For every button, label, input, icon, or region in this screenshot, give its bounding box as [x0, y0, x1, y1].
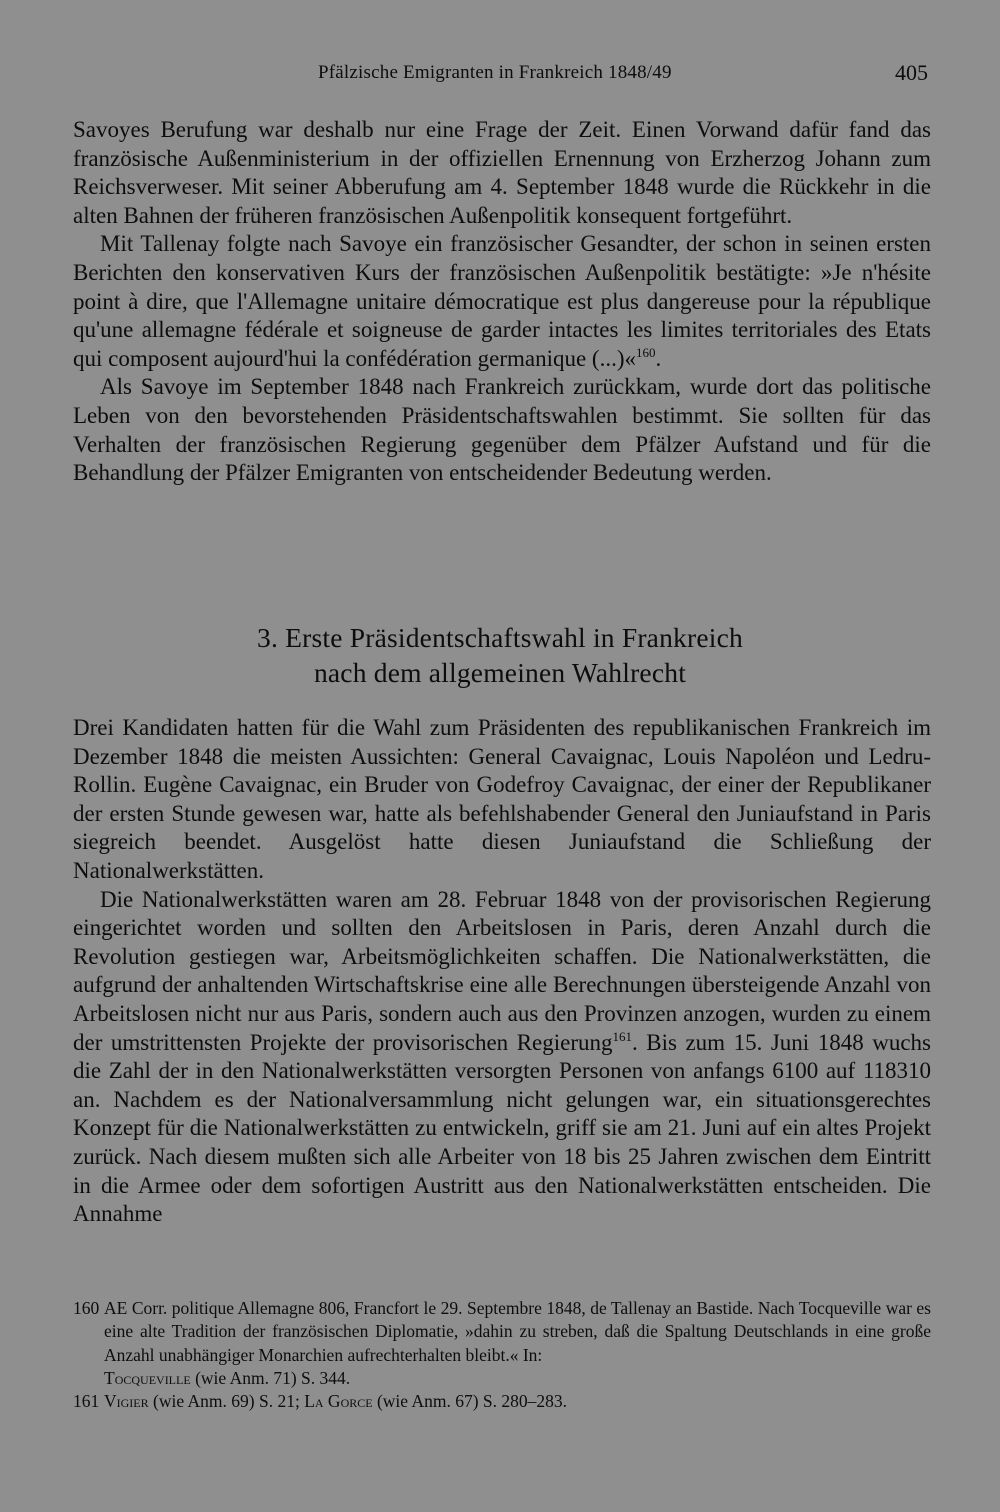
paragraph-text: Mit Tallenay folgte nach Savoye ein französischer Gesandter, der schon in seinen ersten Berichten den konservativen Kurs der französischen Außenpolitik bestätigte: »Je n'hésite point à dire, que l'Allemagne unitaire démocratique est plus dangereuse pour la république qu'une allemagne fédérale et soigneuse de garder intactes les limites territoriales des Etats qui composent aujourd'hui la confédération germanique (...)« [73, 231, 931, 371]
footnote-number: 160 [73, 1298, 100, 1318]
running-head [0, 60, 1000, 90]
paragraph [73, 373, 931, 487]
paragraph-end: . [655, 345, 662, 371]
paragraph [73, 714, 931, 886]
section-heading-line-1: 3. Erste Präsidentschaftswahl in Frankreich [257, 622, 743, 653]
body-text-bottom [73, 714, 931, 1229]
footnote-text-part: (wie Anm. 71) S. 344. [190, 1367, 351, 1388]
paragraph-text: Als Savoye im September 1848 nach Frankreich zurückkam, wurde dort das politische Leben von den bevorstehenden Präsidentschaftswahlen bestimmt. Sie sollten für das Verhalten der französischen Regierung gegenüber dem Pfälzer Aufstand und für die Behandlung der Pfälzer Emigranten von entscheidender Bedeutung werden. [73, 374, 931, 486]
paragraph [73, 886, 931, 1229]
footnotes [73, 1297, 931, 1413]
section-heading-line-2: nach dem allgemeinen Wahlrecht [313, 657, 687, 688]
footnote-marker: 161 [612, 1028, 633, 1044]
running-title: Pfälzische Emigranten in Frankreich 1848/49 [318, 62, 672, 83]
paragraph-text: Savoyes Berufung war deshalb nur eine Frage der Zeit. Einen Vorwand dafür fand das französische Außenministerium in der offiziellen Ernennung von Erzherzog Johann zum Reichsverweser. Mit seiner Abberufung am 4. September 1848 wurde die Rückkehr in die alten Bahnen der früheren französischen Außenpolitik konsequent fortgeführt. [73, 117, 931, 228]
footnote-text [104, 1297, 931, 1390]
footnote-160 [73, 1297, 931, 1390]
footnote-number: 161 [73, 1391, 100, 1412]
page-number: 405 [895, 60, 928, 85]
footnote-text-part: (wie Anm. 67) S. 280–283. [372, 1391, 568, 1412]
section-heading [0, 620, 1000, 690]
body-text-top [73, 116, 931, 488]
footnote-text-part: (wie Anm. 69) S. 21; [148, 1391, 305, 1412]
footnote-text-part: AE Corr. politique Allemagne 806, Francfort le 29. Septembre 1848, de Tallenay an Bastide. Nach Tocqueville war es eine alte Tradition der französischen Diplomatie, »dahin zu streben, daß die Spaltung Deutschlands in eine große Anzahl unabhängiger Monarchien aufrechterhalten bleibt.« In: [104, 1298, 931, 1365]
footnote-author: Tocqueville [104, 1367, 191, 1388]
paragraph [73, 230, 931, 373]
footnote-marker: 160 [636, 344, 656, 360]
paragraph [73, 116, 931, 230]
footnote-author: Vigier [104, 1391, 149, 1412]
paragraph-text: . Bis zum 15. Juni 1848 wuchs die Zahl der in den Nationalwerkstätten versorgten Personen von anfangs 6100 auf 118310 an. Nachdem es der Nationalversammlung nicht gelungen war, ein situationsgerechtes Konzept für die Nationalwerkstätten zu entwickeln, griff sie am 21. Juni auf ein altes Projekt zurück. Nach diesem mußten sich alle Arbeiter von 18 bis 25 Jahren zwischen dem Eintritt in die Armee oder dem sofortigen Austritt aus den Nationalwerkstätten entscheiden. Die Annahme [73, 1029, 931, 1227]
paragraph-text: Die Nationalwerkstätten waren am 28. Februar 1848 von der provisorischen Regierung eingerichtet worden und sollten den Arbeitslosen in Paris, deren Anzahl durch die Revolution gestiegen war, Arbeitsmöglichkeiten schaffen. Die Nationalwerkstätten, die aufgrund der anhaltenden Wirtschaftskrise eine alle Berechnungen übersteigende Anzahl von Arbeitslosen nicht nur aus Paris, sondern auch aus den Provinzen anzogen, wurden zu einem der umstrittensten Projekte der provisorischen Regierung [73, 886, 931, 1055]
footnote-161 [73, 1390, 931, 1413]
footnote-text [104, 1390, 931, 1413]
paragraph-text: Drei Kandidaten hatten für die Wahl zum Präsidenten des republikanischen Frankreich im Dezember 1848 die meisten Aussichten: General Cavaignac, Louis Napoléon und Ledru-Rollin. Eugène Cavaignac, ein Bruder von Godefroy Cavaignac, der einer der Republikaner der ersten Stunde gewesen war, hatte als befehlshabender General den Juniaufstand in Paris siegreich beendet. Ausgelöst hatte diesen Juniaufstand die Schließung der Nationalwerkstätten. [73, 715, 931, 883]
footnote-author: La Gorce [304, 1391, 373, 1412]
